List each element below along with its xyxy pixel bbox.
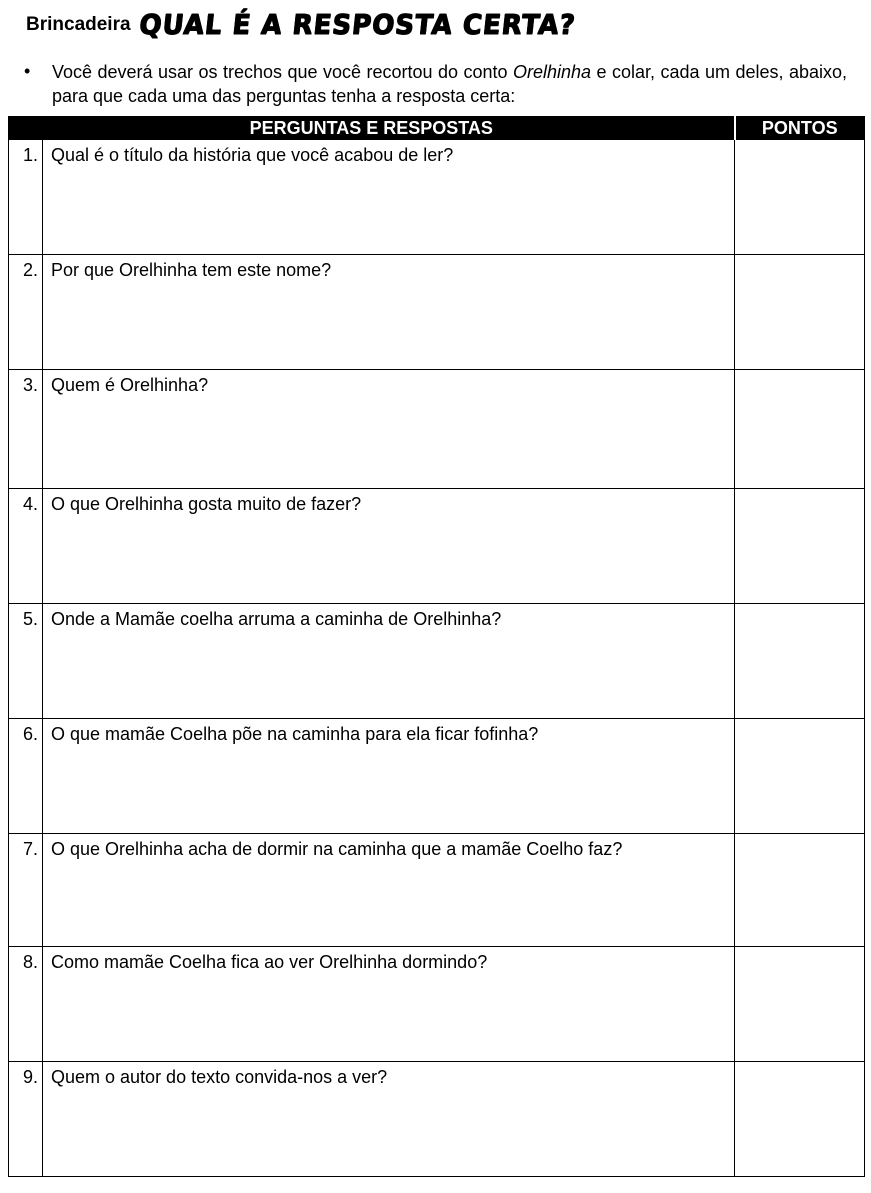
points-cell[interactable] xyxy=(735,604,865,719)
instruction-text xyxy=(52,60,847,108)
points-cell[interactable] xyxy=(735,255,865,370)
question-answer-cell[interactable]: Como mamãe Coelha fica ao ver Orelhinha dormindo? xyxy=(43,947,735,1062)
table-row xyxy=(9,140,865,255)
bullet-icon: • xyxy=(24,61,31,81)
question-number: 4. xyxy=(9,489,43,604)
points-cell[interactable] xyxy=(735,719,865,834)
points-cell[interactable] xyxy=(735,489,865,604)
instruction-story-name: Orelhinha xyxy=(512,62,592,82)
points-cell[interactable] xyxy=(735,1062,865,1177)
table-row xyxy=(9,370,865,489)
points-cell[interactable] xyxy=(735,370,865,489)
question-number: 3. xyxy=(9,370,43,489)
question-answer-cell[interactable]: O que Orelhinha acha de dormir na caminha que a mamãe Coelho faz? xyxy=(43,834,735,947)
points-cell[interactable] xyxy=(735,140,865,255)
header-questions-answers: PERGUNTAS E RESPOSTAS xyxy=(9,117,735,140)
question-number: 9. xyxy=(9,1062,43,1177)
instruction-part2: e colar, cada um deles, abaixo, para que cada uma das perguntas tenha a resposta certa: xyxy=(52,62,848,106)
table-header-row xyxy=(9,117,865,140)
question-answer-cell[interactable]: O que Orelhinha gosta muito de fazer? xyxy=(43,489,735,604)
table-row xyxy=(9,604,865,719)
table-row xyxy=(9,255,865,370)
question-number: 2. xyxy=(9,255,43,370)
table-row xyxy=(9,1062,865,1177)
header-prefix: Brincadeira xyxy=(26,14,131,35)
worksheet-title: QUAL É A RESPOSTA CERTA? xyxy=(137,9,577,41)
questions-body xyxy=(9,140,865,1177)
question-answer-cell[interactable]: Quem é Orelhinha? xyxy=(43,370,735,489)
question-number: 5. xyxy=(9,604,43,719)
question-number: 7. xyxy=(9,834,43,947)
table-row xyxy=(9,834,865,947)
question-number: 1. xyxy=(9,140,43,255)
instruction-part1: Você deverá usar os trechos que você recortou do conto xyxy=(52,62,513,82)
table-row xyxy=(9,489,865,604)
points-cell[interactable] xyxy=(735,834,865,947)
question-answer-cell[interactable]: Onde a Mamãe coelha arruma a caminha de Orelhinha? xyxy=(43,604,735,719)
worksheet-header xyxy=(26,10,575,40)
question-number: 8. xyxy=(9,947,43,1062)
header-points: PONTOS xyxy=(735,117,865,140)
question-answer-cell[interactable]: Por que Orelhinha tem este nome? xyxy=(43,255,735,370)
points-cell[interactable] xyxy=(735,947,865,1062)
question-answer-cell[interactable]: Qual é o título da história que você acabou de ler? xyxy=(43,140,735,255)
question-number: 6. xyxy=(9,719,43,834)
table-row xyxy=(9,947,865,1062)
question-answer-cell[interactable]: O que mamãe Coelha põe na caminha para ela ficar fofinha? xyxy=(43,719,735,834)
table-row xyxy=(9,719,865,834)
questions-table xyxy=(8,116,865,1177)
question-answer-cell[interactable]: Quem o autor do texto convida-nos a ver? xyxy=(43,1062,735,1177)
